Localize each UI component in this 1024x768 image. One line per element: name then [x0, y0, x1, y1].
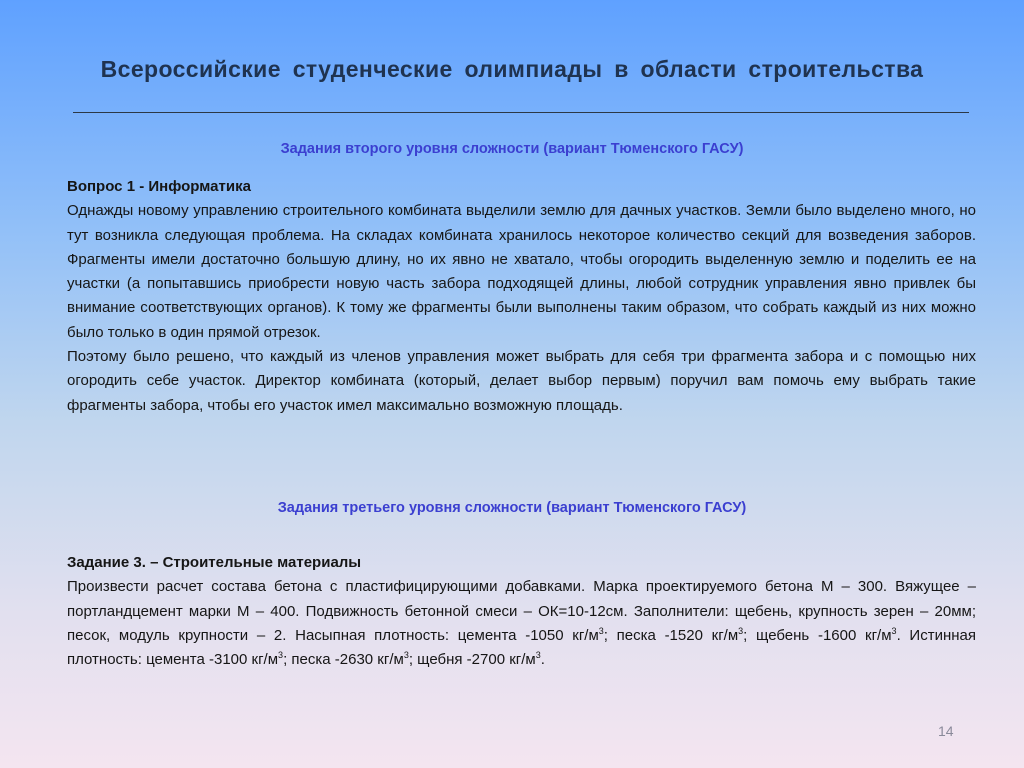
slide-title: Всероссийские студенческие олимпиады в области строительства [100, 56, 924, 82]
superscript-3: 3 [891, 625, 897, 636]
question-1-paragraph-1: Однажды новому управлению строительного комбината выделили землю для дачных участков. Земли было выделено много, но тут возникла следующая проблема. На складах комбината хранилось некоторое количество секций для возведения заборов. Фрагменты имели достаточно большую длину, но их явно не хватало, чтобы огородить выделенную землю и поделить ее на участки (а попытавшись приобрести новую часть забора подходящей длины, любой сотрудник управления явно привлек бы внимание соответствующих органов). К тому же фрагменты были выполнены таким образом, что собрать каждый из них можно было только в один прямой отрезок. [67, 202, 976, 341]
task-3-text-part: . [540, 651, 545, 669]
task-3-text-part: ; песка -1520 кг/м [603, 626, 739, 644]
page-number: 14 [938, 723, 954, 739]
task-3-text-part: . Истинная плотность: цемента -3100 кг/м [67, 626, 976, 669]
superscript-3: 3 [403, 650, 409, 661]
title-underline [73, 112, 969, 113]
task-3-text-part: ; щебень -1600 кг/м [743, 626, 892, 644]
question-1-title: Вопрос 1 - Информатика [67, 178, 251, 195]
superscript-3: 3 [278, 650, 284, 661]
superscript-3: 3 [598, 625, 604, 636]
section-heading-third-level: Задания третьего уровня сложности (вариант Тюменского ГАСУ) [277, 500, 747, 516]
question-1-block [67, 175, 976, 418]
task-3-text-part: ; песка -2630 кг/м [283, 651, 404, 669]
section-heading-second-level: Задания второго уровня сложности (вариант Тюменского ГАСУ) [280, 141, 744, 157]
superscript-3: 3 [535, 650, 541, 661]
task-3-text-part: ; щебня -2700 кг/м [408, 651, 536, 669]
task-3-paragraph [67, 575, 976, 672]
task-3-text-part: Произвести расчет состава бетона с пластифицирующими добавками. Марка проектируемого бетона М – 300. Вяжущее – портландцемент марки М – 400. Подвижность бетонной смеси – ОК=10-12см. Заполнители: щебень, крупность зерен – 20мм; песок, модуль крупности – 2. Насыпная плотность: цемента -1050 кг/м [67, 578, 976, 644]
task-3-title: Задание 3. – Строительные материалы [67, 554, 362, 571]
superscript-3: 3 [738, 625, 744, 636]
task-3-block [67, 551, 976, 672]
question-1-paragraph-2: Поэтому было решено, что каждый из членов управления может выбрать для себя три фрагмента забора и с помощью них огородить себе участок. Директор комбината (который, делает выбор первым) поручил вам помочь ему выбрать такие фрагменты забора, чтобы его участок имел максимально возможную площадь. [67, 348, 976, 414]
